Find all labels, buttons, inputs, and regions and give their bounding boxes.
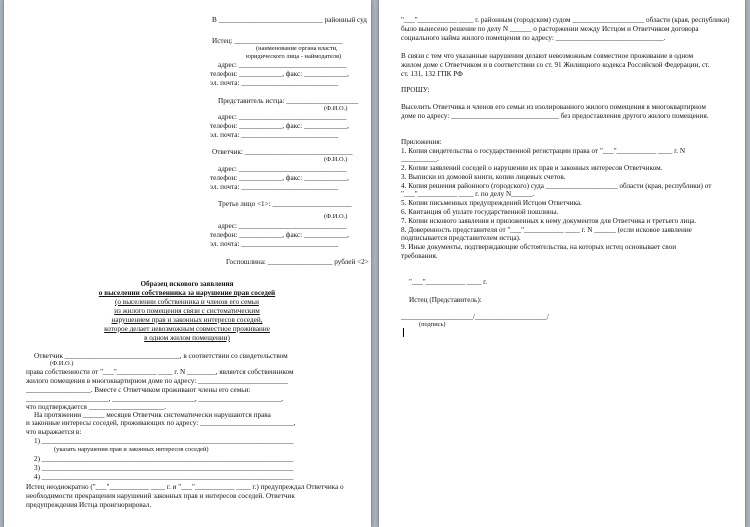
defendant-phone-fax: телефон: ____________, факс: ____________, [210,174,349,182]
signature-date: "___"___________ ____ г. [409,278,488,286]
body-line-6: _______________________, _______________________, _______________________, [26,395,283,403]
state-duty-line: Госпошлина: __________________ рублей <2> [226,258,369,266]
document-title: Образец искового заявления [140,280,234,288]
document-title-line-5: нарушением прав и законных интересов соседей, [111,316,263,324]
appendix-item-8-cont: подписывается представителем истца). [401,234,521,242]
violation-1: 1) ______________________________________________________________________ [34,437,294,445]
appendix-item-3: 3. Выписки из домовой книги, копии лицевых счетов. [401,173,566,181]
plaintiff-address: адрес: ______________________________ [218,61,347,69]
violation-3: 3) ______________________________________________________________________ [34,464,294,472]
document-title-line-2: о выселении собственника за нарушение прав соседей [98,289,276,297]
signature-caption: (подпись) [419,321,446,328]
defendant-address: адрес: ______________________________ [218,165,347,173]
third-party-email: эл. почта: ___________________________ [210,240,339,248]
body-line-16: Истец неоднократно ("___"___________ ____ г. и "___"___________ ____ г.) предупреждал Ответчика о [26,483,344,491]
representative-phone-fax: телефон: ____________, факс: ____________, [210,122,349,130]
body-line-10: что выражается в: [26,428,82,436]
representative-email: эл. почта: ___________________________ [210,131,339,139]
violation-4: 4) ______________________________________________________________________ [34,473,294,481]
body-line-17: необходимости прекращения нарушений законных прав и интересов соседей. Ответчик [26,492,295,500]
appendix-item-5: 5. Копии письменных предупреждений Истцом Ответчика. [401,199,582,207]
document-page-right [379,0,745,527]
body-line-4: жилого помещения в многоквартирном доме по адресу: _________________________ [26,377,288,385]
defendant-line: Ответчик: ______________________________ [212,148,353,156]
plaintiff-line: Истец: ______________________________ [212,37,343,45]
decision-line-2: было вынесено решение по делу N ______ о расторжении между Истцом и Ответчиком договора [401,25,699,33]
signature-line: ____________________/____________________/ [401,313,549,321]
document-title-line-6: которое делает невозможным совместное проживание [104,325,270,333]
document-title-line-7: в одном жилом помещении) [144,334,230,342]
plaintiff-org-note: (наименование органа власти, [256,45,338,52]
body-line-18: предупреждения Истца проигнорировал. [26,501,152,509]
body-line-9: и законные интересы соседей, проживающих по адресу: __________________________, [26,419,296,427]
representative-address: адрес: ______________________________ [218,113,347,121]
basis-line-1: В связи с тем что указанные нарушения делают невозможным совместное проживание в одном [401,52,694,60]
representative-line: Представитель истца: ____________________ [218,97,359,105]
third-party-fio: (Ф.И.О.) [324,213,348,220]
appendix-item-1-cont: __________. [401,155,439,163]
defendant-email: эл. почта: ___________________________ [210,183,339,191]
third-party-address: адрес: ______________________________ [218,222,347,230]
signer-label: Истец (Представитель): [409,296,482,304]
violation-caption: (указать нарушения прав и законных интересов соседей) [54,446,209,453]
third-party-phone-fax: телефон: ____________, факс: ____________, [210,231,349,239]
request-line-2: доме по адресу: ______________________________ без предоставления другого жилого помещения. [401,112,709,120]
appendix-heading: Приложения: [401,138,442,146]
third-party-line: Третье лицо <1>: ______________________ [218,200,352,208]
appendix-item-4: 4. Копия решения районного (городского) суда ____________________ области (края, республики) от [401,182,712,190]
appendix-item-7: 7. Копии искового заявления и приложенных к нему документов для Ответчика и третьего лица. [401,217,697,225]
appendix-item-1: 1. Копия свидетельства о государственной регистрации права от "___"___________ ____ г. N [401,147,686,155]
body-line-1: Ответчик ________________________________, в соответствии со свидетельством [34,352,288,360]
body-line-8: На протяжении ______ месяцев Ответчик систематически нарушаются права [34,411,271,419]
plaintiff-email: эл. почта: ___________________________ [210,79,339,87]
plaintiff-phone-fax: телефон: ____________, факс: ____________, [210,70,349,78]
appendix-item-6: 6. Квитанция об уплате государственной пошлины. [401,208,559,216]
body-line-5: __________________. Вместе с Ответчиком проживают члены его семьи: [26,386,251,394]
decision-line-3: социального найма жилого помещения по адресу: ______________________________. [401,34,666,42]
decision-line-1: "___"___________ ____ г. районным (городским) судом ____________________ области (края, республики) [401,16,730,24]
representative-fio: (Ф.И.О.) [324,105,348,112]
defendant-fio: (Ф.И.О.) [324,156,348,163]
body-line-3: права собственности от "___"___________ ____ г. N ________, является собственником [26,368,294,376]
request-heading: ПРОШУ: [401,86,430,94]
document-title-line-3: (о выселении собственника и членов его семьи [115,298,259,306]
appendix-item-9-cont: требования. [401,252,438,260]
appendix-item-9: 9. Иные документы, подтверждающие обстоятельства, на которых истец основывает свои [401,243,677,251]
request-line-1: Выселить Ответчика и членов его семьи из изолированного жилого помещения в многоквартирном [401,103,706,111]
appendix-item-8: 8. Доверенность представителя от "___"___________ ____ г. N ______ (если исковое заявление [401,226,692,234]
appendix-item-2: 2. Копии заявлений соседей о нарушении их прав и законных интересов Ответчиком. [401,164,663,172]
document-page-left [4,0,371,527]
basis-line-2: жилом доме с Ответчиком и в соответствии со ст. 91 Жилищного кодекса Российской Федерации, ст. [401,61,710,69]
text-cursor [403,328,404,337]
violation-2: 2) ______________________________________________________________________ [34,455,294,463]
basis-line-3: ст. 131, 132 ГПК РФ [401,70,463,78]
body-line-7: что подтверждается _____________________. [26,403,167,411]
body-fio: (Ф.И.О.) [50,360,74,367]
court-line: В _____________________________ районный суд [212,16,367,24]
document-title-line-4: из жилого помещения связи с систематическим [114,307,260,315]
plaintiff-org-note-2: юридического лица - наймодателя) [246,53,342,60]
appendix-item-4-cont: "___"___________ ____ г. по делу N______. [401,190,535,198]
